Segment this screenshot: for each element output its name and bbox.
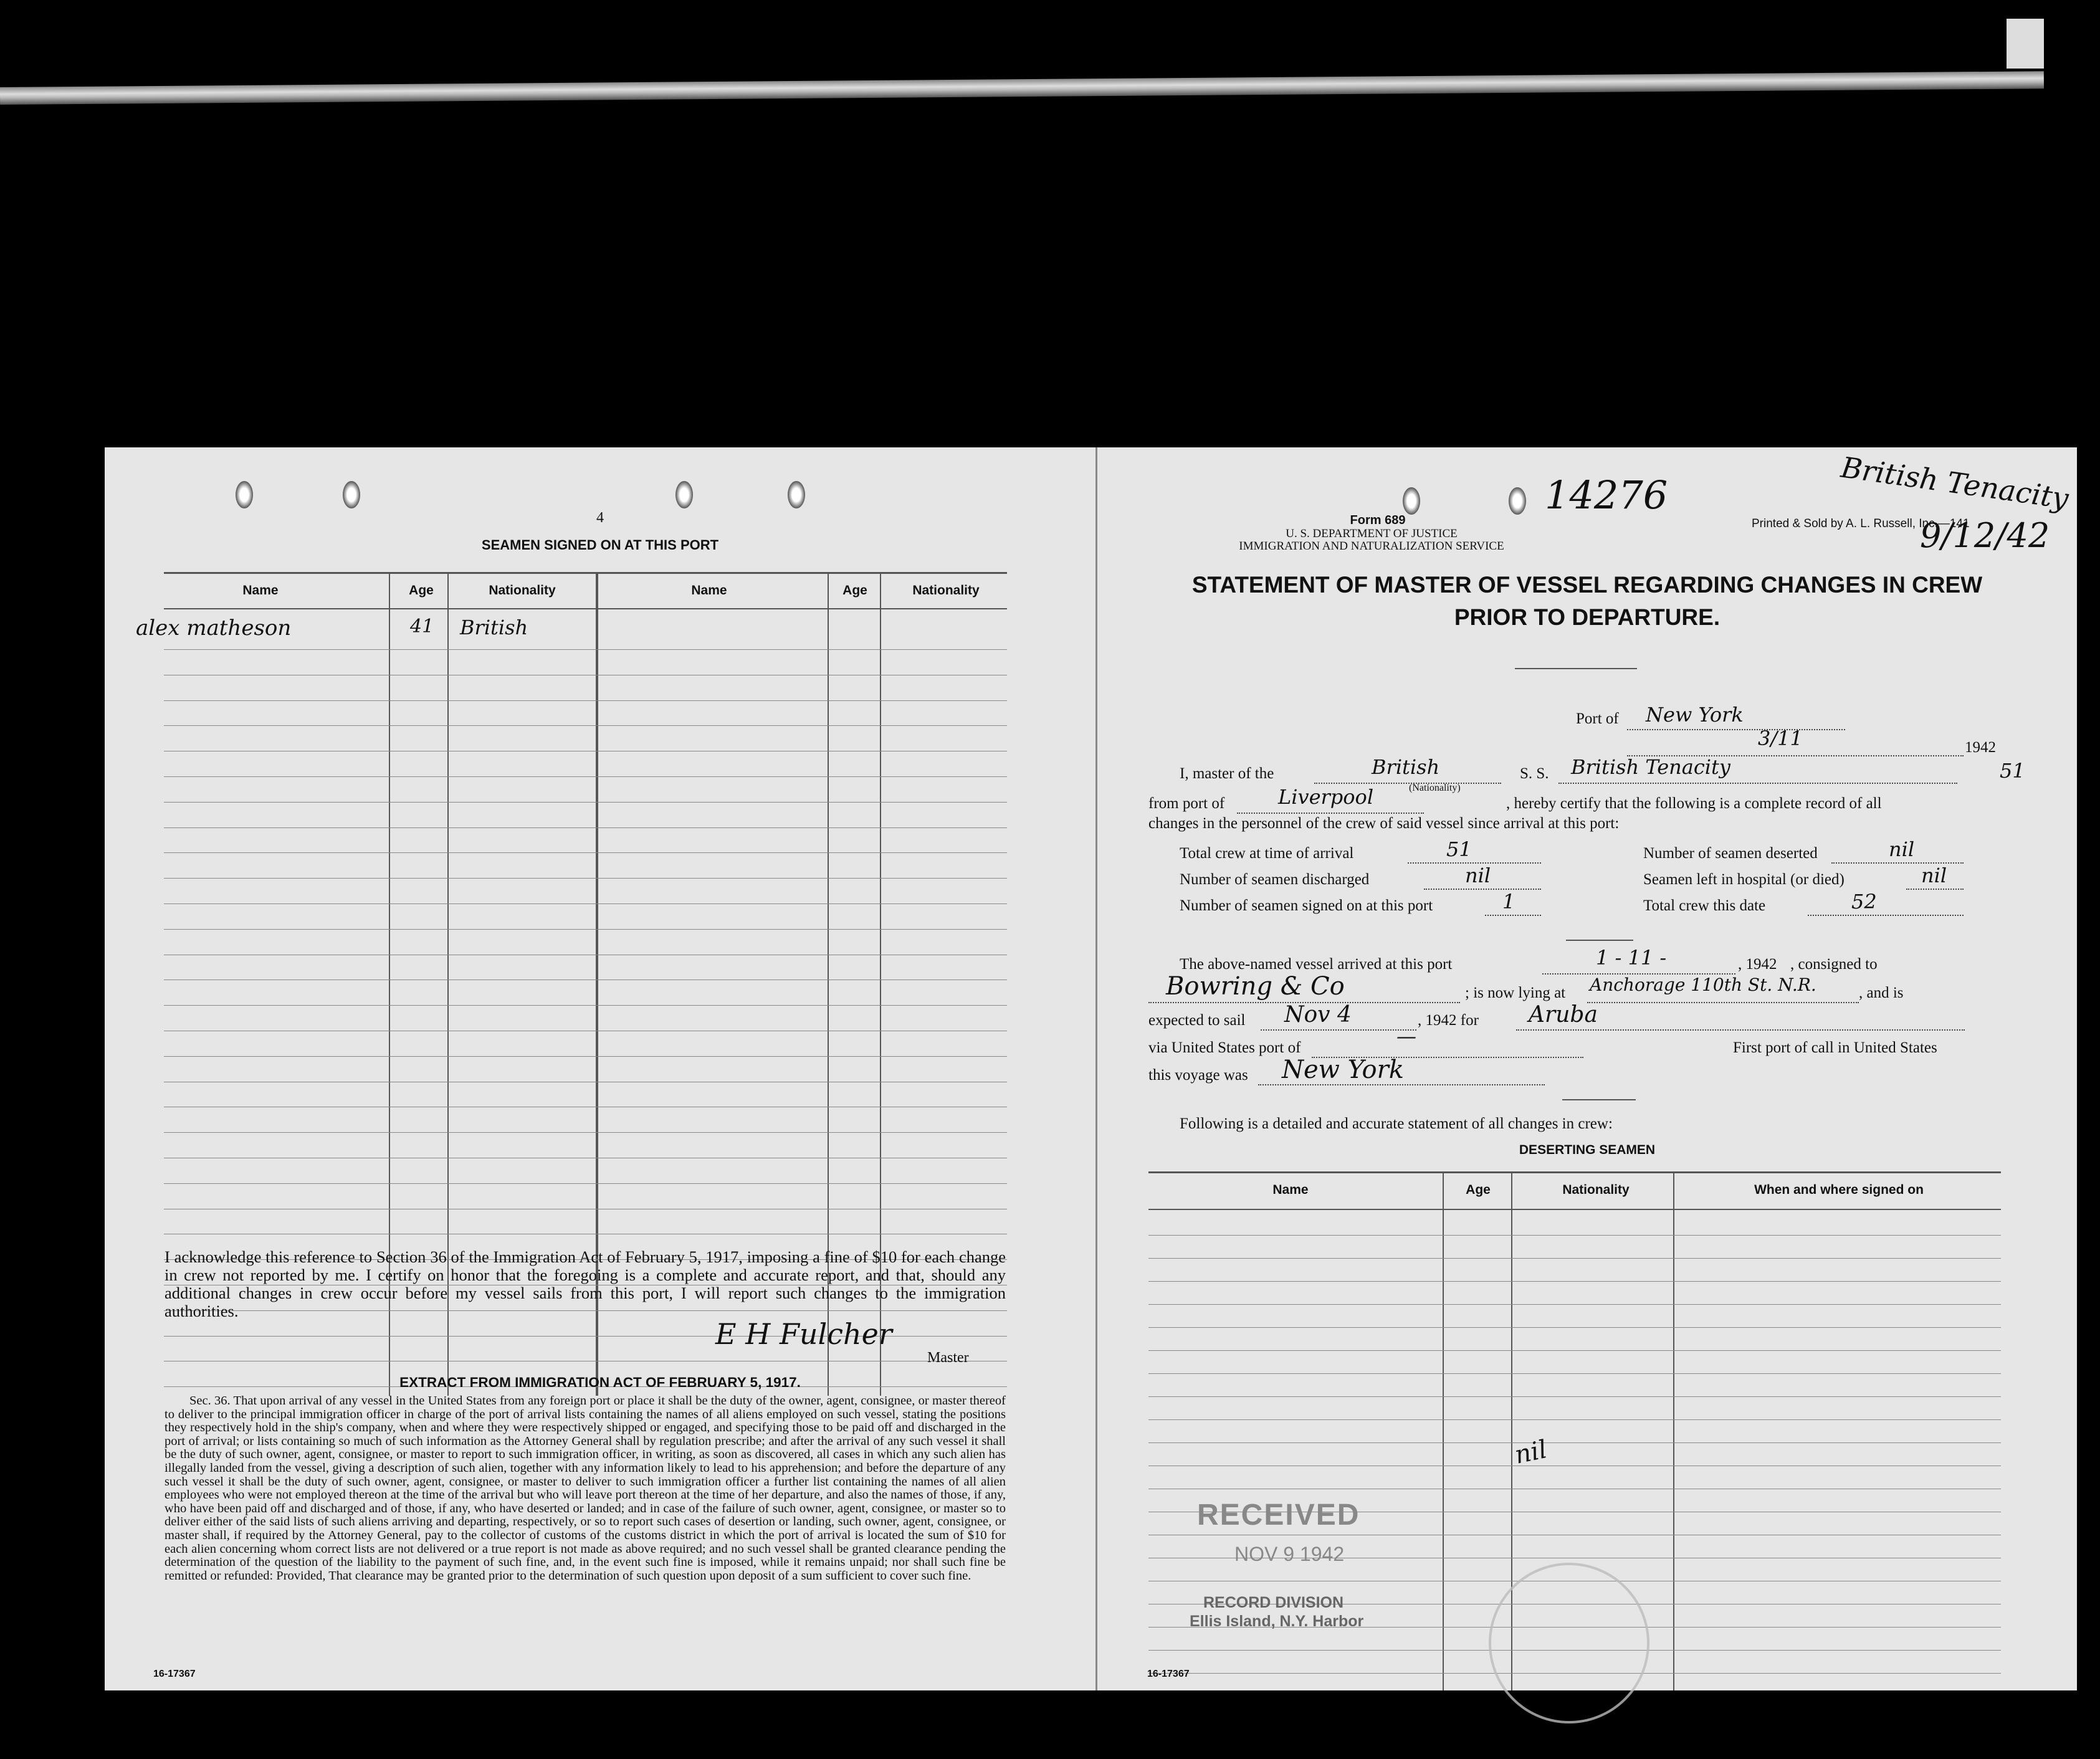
consigned-label: , consigned to xyxy=(1790,956,1878,973)
left-page xyxy=(105,447,1095,1690)
expected-year: , 1942 for xyxy=(1418,1012,1479,1029)
changes-text: changes in the personnel of the crew of said vessel since arrival at this port: xyxy=(1148,815,1620,832)
table-row xyxy=(1148,1327,2001,1328)
port-line xyxy=(1627,729,1845,730)
table-row xyxy=(164,903,1007,904)
seaman-nationality: British xyxy=(460,616,528,639)
arrived-value: 1 - 11 - xyxy=(1596,946,1667,970)
margin-number: 51 xyxy=(2000,759,2025,783)
col-header-age: Age xyxy=(1466,1183,1491,1197)
table-row xyxy=(1148,1419,2001,1420)
main-subtitle: PRIOR TO DEPARTURE. xyxy=(1454,604,1721,630)
date-note: 9/12/42 xyxy=(1920,516,2050,555)
section-rule xyxy=(1566,940,1633,941)
table-row xyxy=(164,1056,1007,1057)
first-port-label: First port of call in United States xyxy=(1733,1039,1937,1056)
date-value: 3/11 xyxy=(1758,727,1803,750)
col-header-name: Name xyxy=(1272,1183,1309,1197)
from-port-value: Liverpool xyxy=(1278,785,1374,809)
table-row xyxy=(1148,1442,2001,1443)
table-row xyxy=(164,1005,1007,1006)
form-code: 16-17367 xyxy=(1147,1669,1190,1679)
record-division: RECORD DIVISION xyxy=(1203,1594,1344,1611)
department: U. S. DEPARTMENT OF JUSTICE xyxy=(1286,527,1458,540)
form-number: Form 689 xyxy=(1350,513,1406,527)
seaman-age: 41 xyxy=(410,616,434,637)
total-date-line xyxy=(1808,915,1964,916)
master-label: Master xyxy=(927,1350,969,1366)
table-row xyxy=(164,827,1007,828)
table-row xyxy=(164,852,1007,853)
voyage-label: this voyage was xyxy=(1148,1067,1248,1084)
master-signature: E H Fulcher xyxy=(715,1317,892,1351)
col-header-nationality: Nationality xyxy=(912,583,980,598)
table-row xyxy=(1148,1235,2001,1236)
table-top-rule xyxy=(1148,1171,2001,1173)
expected-line xyxy=(1261,1029,1416,1031)
ellis-island: Ellis Island, N.Y. Harbor xyxy=(1190,1613,1364,1630)
punch-hole xyxy=(788,481,805,508)
left-title: SEAMEN SIGNED ON AT THIS PORT xyxy=(481,537,719,553)
total-date-value: 52 xyxy=(1851,890,1877,913)
acknowledgement-text: I acknowledge this reference to Section 36 of the Immigration Act of February 5, 1917, imposing a fine of $10 for each change in crew not reported by me. I certify on honor that the foregoing is a complete and accurate report, and that, should any additional changes in crew occur before my vessel sails from this port, I will report such changes to the immigration authorities. xyxy=(165,1247,1006,1320)
punch-hole xyxy=(1403,487,1420,515)
voyage-line xyxy=(1258,1084,1545,1085)
arrived-year: , 1942 xyxy=(1738,956,1777,973)
col-divider xyxy=(1443,1171,1444,1690)
ship-value: British Tenacity xyxy=(1571,755,1730,779)
table-row xyxy=(1148,1281,2001,1282)
deserted-value: nil xyxy=(1889,837,1915,861)
section-rule xyxy=(1562,1099,1636,1100)
nil-entry: nil xyxy=(1512,1435,1550,1470)
hospital-value: nil xyxy=(1921,864,1947,887)
service: IMMIGRATION AND NATURALIZATION SERVICE xyxy=(1239,540,1504,553)
discharged-line xyxy=(1424,889,1541,890)
from-port-line xyxy=(1237,813,1424,814)
right-page xyxy=(1095,447,2077,1690)
table-row xyxy=(136,616,291,641)
table-row xyxy=(164,649,1007,650)
expected-value: Nov 4 xyxy=(1284,1002,1352,1027)
col-header-nationality: Nationality xyxy=(489,583,556,598)
hospital-line xyxy=(1906,889,1964,890)
printer-note: Printed & Sold by A. L. Russell, Inc.—141 xyxy=(1752,517,1970,530)
deserted-label: Number of seamen deserted xyxy=(1643,845,1818,862)
table-row xyxy=(1148,1396,2001,1397)
extract-text: Sec. 36. That upon arrival of any vessel in the United States from any foreign port or place it shall be the duty of the owner, agent, consignee, or master thereof to deliver to the principal immigration officer in charge of the port of arrival lists containing the names of all aliens employed on such vessel, stating the positions they respectively hold in the ship's company, when and where they were respectively shipped or engaged, and specifying those to be paid off and discharged in the port of arrival; or lists containing so much of such information as the Attorney General shall by regulation prescribe; and after the arrival of any such vessel it shall be the duty of such owner, agent, consignee, or master to report to such immigration officer, in writing, as soon as discovered, all cases in which any such alien has illegally landed from the vessel, giving a description of such alien, together with any information likely to lead to his apprehension; and before the departure of any such vessel it shall be the duty of such owner, agent, consignee, or master to deliver to such immigration officer a further list containing the names of all alien employees who were not employed thereon at the time of the arrival but who will leave port thereon at the time of her departure, and also the names of those, if any, who have been paid off and discharged and of those, if any, who have deserted or landed; and in case of the failure of such owner, agent, consignee, or master so to deliver either of the said lists of such aliens arriving and departing, respectively, or so to report such cases of desertion or landing, such owner, agent, consignee, or master shall, if required by the Attorney General, pay to the collector of customs of the customs district in which the port of arrival is located the sum of $10 for each alien concerning whom correct lists are not delivered or a true report is not made as above required; and no such vessel shall be granted clearance pending the determination of the question of the liability to the payment of such fine, and, in the event such fine is imposed, while it remains unpaid; nor shall such fine be remitted or refunded: Provided, That clearance may be granted prior to the determination of such question upon deposit of a sum sufficient to cover such fine. xyxy=(165,1394,1006,1583)
punch-hole xyxy=(343,481,360,508)
form-code: 16-17367 xyxy=(153,1669,196,1679)
signed-line xyxy=(1485,915,1541,916)
seaman-name: alex matheson xyxy=(136,616,292,641)
expected-label: expected to sail xyxy=(1148,1012,1246,1029)
table-row xyxy=(164,929,1007,930)
film-edge-strip xyxy=(0,19,2044,112)
punch-hole xyxy=(675,481,693,508)
table-row xyxy=(1148,1350,2001,1351)
paper-corner xyxy=(2007,19,2044,69)
table-row xyxy=(1148,1258,2001,1259)
table-row xyxy=(164,725,1007,726)
and-is-label: , and is xyxy=(1859,984,1904,1001)
table-row xyxy=(1148,1373,2001,1374)
destination-value: Aruba xyxy=(1529,1002,1598,1027)
port-value: New York xyxy=(1646,703,1744,727)
table-row xyxy=(164,700,1007,701)
table-header-rule xyxy=(1148,1209,2001,1210)
extract-title: EXTRACT FROM IMMIGRATION ACT OF FEBRUARY 5, 1917. xyxy=(399,1375,801,1390)
from-port-label: from port of xyxy=(1148,795,1225,812)
nationality-value: British xyxy=(1372,755,1440,779)
hospital-label: Seamen left in hospital (or died) xyxy=(1643,871,1845,888)
lying-value: Anchorage 110th St. N.R. xyxy=(1590,975,1816,995)
lying-label: ; is now lying at xyxy=(1465,984,1566,1001)
table-row xyxy=(164,878,1007,879)
seal-stamp xyxy=(1489,1563,1649,1723)
received-stamp: RECEIVED xyxy=(1197,1499,1360,1532)
voyage-value: New York xyxy=(1282,1056,1404,1084)
following-text: Following is a detailed and accurate statement of all changes in crew: xyxy=(1180,1115,1613,1132)
main-title: STATEMENT OF MASTER OF VESSEL REGARDING CHANGES IN CREW xyxy=(1191,572,1983,598)
destination-line xyxy=(1516,1029,1965,1031)
certify-text: , hereby certify that the following is a complete record of all xyxy=(1506,795,1882,812)
total-arrival-value: 51 xyxy=(1446,837,1472,861)
nationality-line xyxy=(1314,783,1501,784)
via-value: — xyxy=(1396,1024,1416,1048)
punch-hole xyxy=(236,481,253,508)
col-header-age: Age xyxy=(409,583,434,598)
signed-value: 1 xyxy=(1502,890,1515,913)
arrived-label: The above-named vessel arrived at this port xyxy=(1180,956,1453,973)
year-label: 1942 xyxy=(1965,739,1996,756)
col-header-name: Name xyxy=(691,583,727,598)
punch-hole xyxy=(1509,487,1526,515)
table-row xyxy=(164,776,1007,777)
col-header-name: Name xyxy=(242,583,279,598)
via-label: via United States port of xyxy=(1148,1039,1301,1056)
total-date-label: Total crew this date xyxy=(1643,897,1766,914)
table-row xyxy=(164,1183,1007,1184)
ss-label: S. S. xyxy=(1520,765,1549,782)
master-of-label: I, master of the xyxy=(1180,765,1274,782)
paper-edge xyxy=(0,71,2044,105)
received-date: NOV 9 1942 xyxy=(1234,1543,1345,1565)
ship-note: British Tenacity xyxy=(1839,450,2071,516)
col-divider xyxy=(1673,1171,1674,1690)
ship-line xyxy=(1558,783,1957,784)
total-arrival-label: Total crew at time of arrival xyxy=(1180,845,1354,862)
signed-label: Number of seamen signed on at this port xyxy=(1180,897,1433,914)
discharged-label: Number of seamen discharged xyxy=(1180,871,1370,888)
nationality-caption: (Nationality) xyxy=(1409,783,1461,793)
discharged-value: nil xyxy=(1465,864,1491,887)
col-header-signed-on: When and where signed on xyxy=(1754,1183,1924,1197)
table-row xyxy=(164,1132,1007,1133)
deserting-title: DESERTING SEAMEN xyxy=(1519,1143,1656,1157)
lying-line xyxy=(1587,1002,1859,1003)
title-rule xyxy=(1515,668,1637,669)
consignee-value: Bowring & Co xyxy=(1166,972,1345,1001)
file-number: 14276 xyxy=(1545,472,1668,518)
table-row xyxy=(1148,1304,2001,1305)
port-label: Port of xyxy=(1576,710,1619,727)
page-number: 4 xyxy=(596,510,604,526)
col-header-nationality: Nationality xyxy=(1562,1183,1630,1197)
col-header-age: Age xyxy=(842,583,867,598)
table-row xyxy=(164,802,1007,803)
